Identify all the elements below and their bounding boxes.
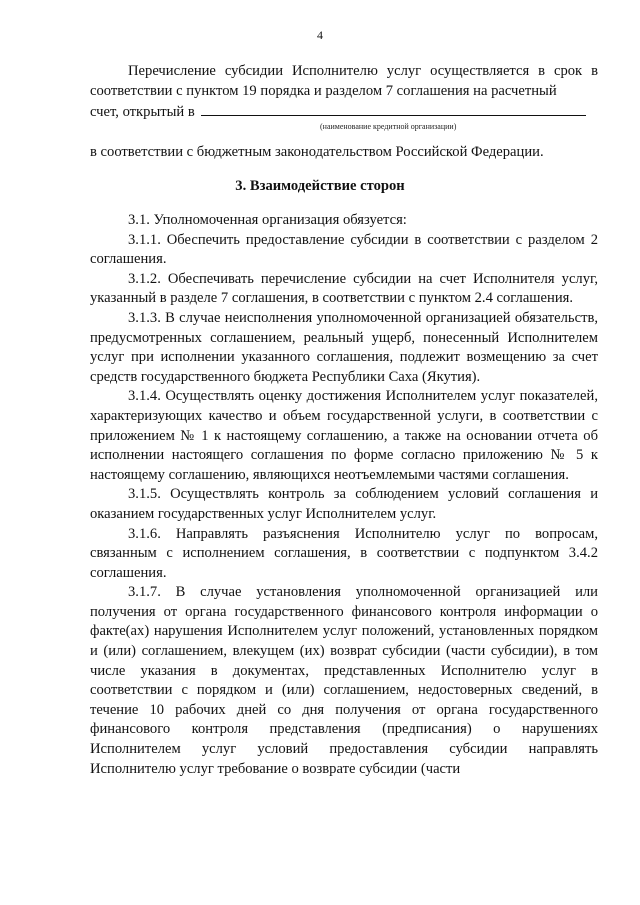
- account-line: [90, 101, 598, 123]
- section-heading: 3. Взаимодействие сторон: [235, 178, 405, 194]
- legislation-text: в соответствии с бюджетным законодательством Российской Федерации.: [90, 144, 544, 160]
- clause-3-1-6: 3.1.6. Направлять разъяснения Исполнителю услуг по вопросам, связанным с исполнением соглашения, в соответствии с подпунктом 3.4.2 соглашения.: [90, 525, 598, 581]
- bank-name-caption: (наименование кредитной организации): [320, 122, 457, 131]
- section-body: [90, 211, 598, 779]
- account-prefix: счет, открытый в: [90, 104, 195, 120]
- clause-3-1-4: 3.1.4. Осуществлять оценку достижения Исполнителем услуг показателей, характеризующих качество и объем государственной услуги, в соответствии с приложением № 1 к настоящему соглашению, а также на основании отчета об исполнении настоящего соглашения по форме согласно приложению № 5 к настоящему соглашению, являющихся неотъемлемыми частями соглашения.: [90, 388, 598, 483]
- transfer-paragraph: [90, 62, 598, 101]
- transfer-text: Перечисление субсидии Исполнителю услуг осуществляется в срок в соответствии с пунктом 19 порядка и разделом 7 соглашения на расчетный: [90, 63, 598, 99]
- page-number: 4: [317, 28, 323, 42]
- clause-3-1-1: 3.1.1. Обеспечить предоставление субсидии в соответствии с разделом 2 соглашения.: [90, 231, 598, 268]
- legislation-paragraph: [90, 143, 598, 163]
- clause-3-1-5: 3.1.5. Осуществлять контроль за соблюдением условий соглашения и оказанием государственных услуг Исполнителем услуг.: [90, 486, 598, 522]
- clause-3-1-7: 3.1.7. В случае установления уполномоченной организацией или получения от органа государственного финансового контроля информации о факте(ах) нарушения Исполнителем услуг положений, установленных порядком и (или) соглашением, влекущем (их) возврат субсидии (части субсидии), в том числе указания в документах, представленных Исполнителю услуг в соответствии с порядком и (или) соглашением, недостоверных сведений, в течение 10 рабочих дней со дня получения от органа государственного финансового контроля представления (предписания) о нарушениях Исполнителем услуг условий предоставления субсидии направлять Исполнителю услуг требование о возврате субсидии (части: [90, 584, 598, 777]
- clause-3-1-3: 3.1.3. В случае неисполнения уполномоченной организацией обязательств, предусмотренных соглашением, реальный ущерб, понесенный Исполнителем услуг при исполнении указанного соглашения, подлежит возмещению за счет средств государственного бюджета Республики Саха (Якутия).: [90, 309, 598, 385]
- clause-3-1-2: 3.1.2. Обеспечивать перечисление субсидии на счет Исполнителя услуг, указанный в разделе 7 соглашения, в соответствии с пунктом 2.4 соглашения.: [90, 270, 598, 307]
- bank-name-field: [201, 101, 586, 116]
- clause-3-1: 3.1. Уполномоченная организация обязуется:: [128, 212, 407, 228]
